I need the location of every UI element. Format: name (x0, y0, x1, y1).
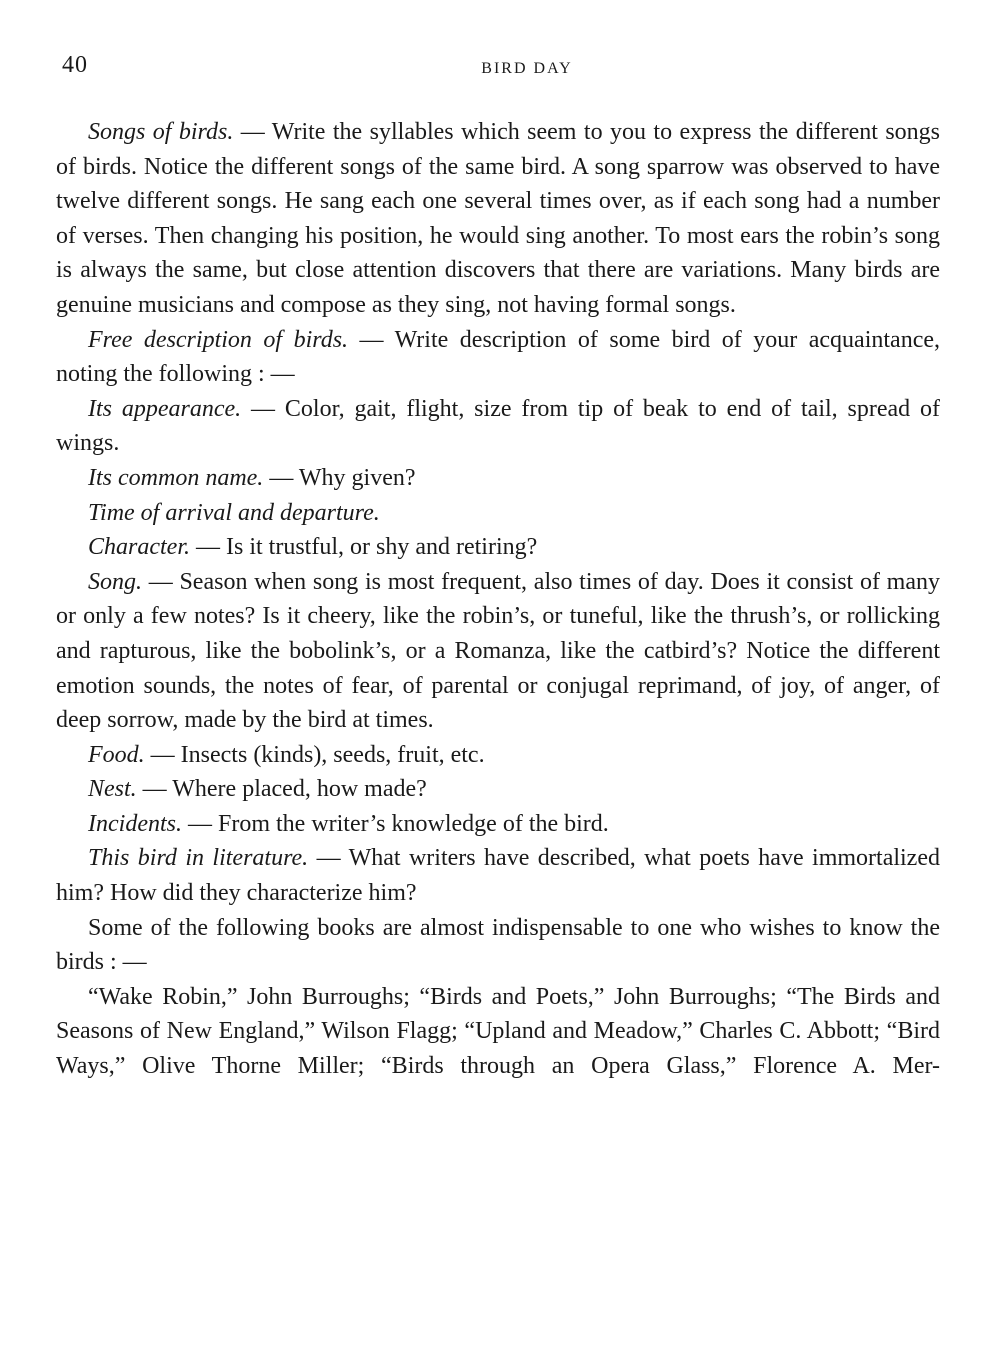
paragraph-label: This bird in literature. (88, 845, 309, 872)
paragraph-incidents (56, 807, 940, 842)
paragraph-books-intro (56, 911, 940, 980)
page-header (62, 52, 941, 84)
paragraph-label: Time of arrival and departure. (88, 499, 380, 526)
paragraph-text: — Write description of some bird of your acquaintance, noting the following : — (56, 326, 940, 388)
paragraph-label: Incidents. (88, 810, 182, 837)
paragraph-free-description (56, 323, 940, 392)
paragraph-text: Some of the following books are almost indispensable to one who wishes to know the birds : — (56, 914, 940, 976)
paragraph-label: Character. (88, 534, 190, 561)
running-head: BIRD DAY (481, 60, 573, 77)
paragraph-songs-of-birds (56, 115, 940, 323)
paragraph-arrival-departure (56, 496, 940, 531)
paragraph-label: Food. (88, 741, 145, 768)
paragraph-text: — Write the syllables which seem to you to express the different songs of birds. Notice the different songs of the same bird. A song sparrow was observed to have twelve different songs. He sang each one several times over, as if each song had a number of verses. Then changing his position, he would sing another. To most ears the robin’s song is always the same, but close attention discovers that there are variations. Many birds are genuine musicians and compose as they sing, not having formal songs. (56, 119, 940, 318)
paragraph-literature (56, 841, 940, 910)
paragraph-text: — Insects (kinds), seeds, fruit, etc. (144, 741, 485, 768)
paragraph-book-list (56, 980, 940, 1084)
paragraph-text: — Where placed, how made? (136, 776, 427, 803)
paragraph-character (56, 530, 940, 565)
paragraph-text: “Wake Robin,” John Burroughs; “Birds and Poets,” John Burroughs; “The Birds and Seasons of New England,” Wilson Flagg; “Upland and Meadow,” Charles C. Abbott; “Bird Ways,” Olive Thorne Miller; “Birds through an Opera Glass,” Florence A. Mer- (56, 983, 940, 1080)
paragraph-food (56, 738, 940, 773)
paragraph-label: Song. (88, 568, 142, 595)
paragraph-text: — From the writer’s knowledge of the bird. (181, 810, 609, 837)
paragraph-label: Nest. (88, 776, 137, 803)
paragraph-song (56, 565, 940, 738)
paragraph-text: — Color, gait, flight, size from tip of beak to end of tail, spread of wings. (56, 395, 941, 457)
paragraph-label: Its appearance. (88, 395, 242, 422)
paragraph-text: — Why given? (263, 464, 416, 491)
paragraph-nest (56, 772, 940, 807)
paragraph-label: Songs of birds. (88, 119, 234, 145)
body-text (56, 115, 940, 1084)
paragraph-appearance (56, 392, 940, 461)
paragraph-label: Its common name. (88, 464, 264, 491)
paragraph-label: Free description of birds. (88, 326, 349, 353)
paragraph-text: — Season when song is most frequent, also times of day. Does it consist of many or only a few notes? Is it cheery, like the robin’s, or tuneful, like the thrush’s, or rollicking and rapturous, like the bobolink’s, or a Romanza, like the catbird’s? Notice the different emotion sounds, the notes of fear, of parental or conjugal reprimand, of joy, of anger, of deep sorrow, made by the bird at times. (56, 568, 940, 734)
paragraph-common-name (56, 461, 940, 496)
paragraph-text: — What writers have described, what poets have immortalized him? How did they characterize him? (56, 845, 940, 907)
page-number: 40 (62, 52, 88, 78)
paragraph-text: — Is it trustful, or shy and retiring? (190, 534, 538, 561)
